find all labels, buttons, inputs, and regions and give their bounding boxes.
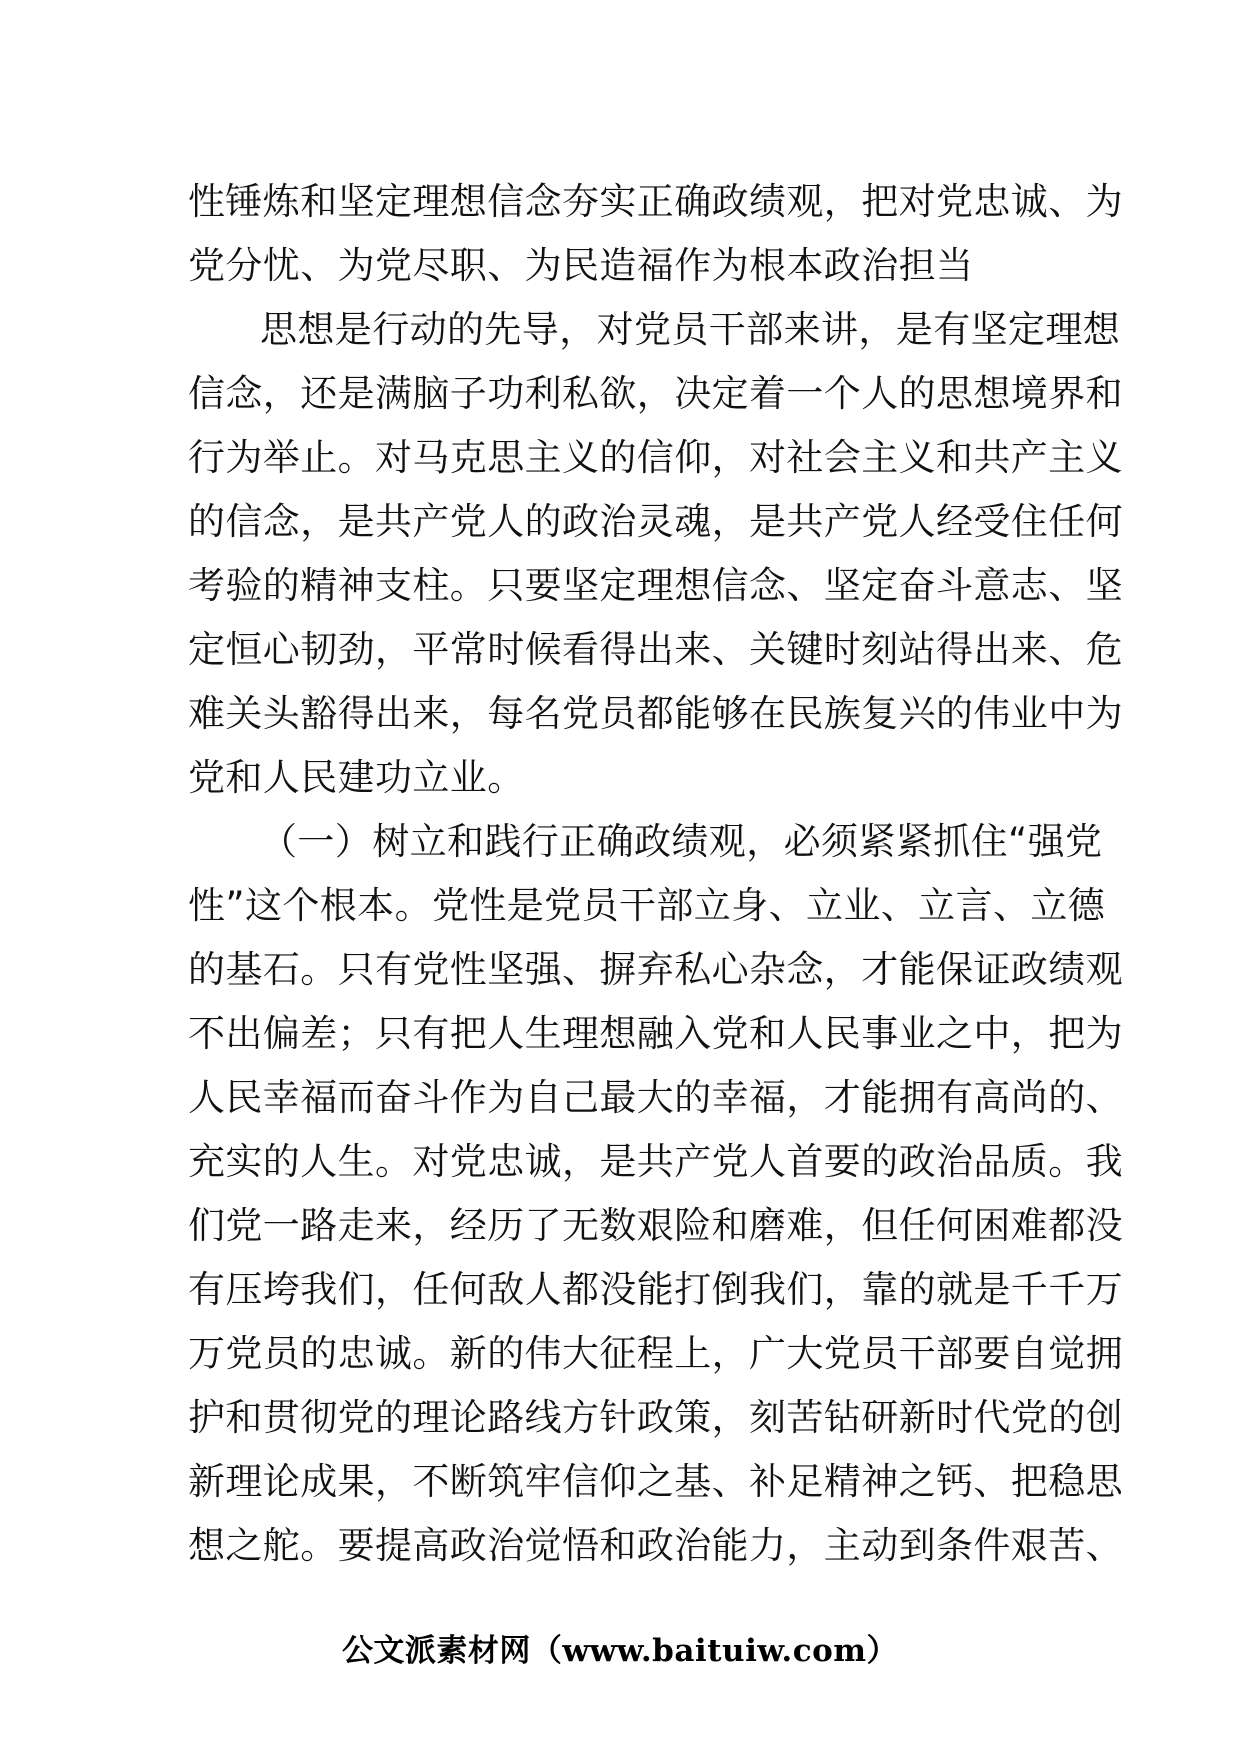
- document-body: [188, 170, 1123, 1578]
- text-line: 考验的精神支柱。只要坚定理想信念、坚定奋斗意志、坚: [188, 564, 1123, 607]
- text-line: 们党一路走来，经历了无数艰险和磨难，但任何困难都没: [188, 1204, 1123, 1247]
- text-line: 定恒心韧劲，平常时候看得出来、关键时刻站得出来、危: [188, 628, 1123, 671]
- text-line: 有压垮我们，任何敌人都没能打倒我们，靠的就是千千万: [188, 1268, 1123, 1311]
- text-line: 充实的人生。对党忠诚，是共产党人首要的政治品质。我: [188, 1140, 1123, 1183]
- paragraph-start-line: 思想是行动的先导，对党员干部来讲，是有坚定理想: [260, 308, 1121, 351]
- section-heading-line: （一）树立和践行正确政绩观，必须紧紧抓住“强党: [260, 820, 1103, 863]
- text-line: 不出偏差；只有把人生理想融入党和人民事业之中，把为: [188, 1012, 1123, 1055]
- text-line: 的基石。只有党性坚强、摒弃私心杂念，才能保证政绩观: [188, 948, 1123, 991]
- text-line: 的信念，是共产党人的政治灵魂，是共产党人经受住任何: [188, 500, 1123, 543]
- text-line: 想之舵。要提高政治觉悟和政治能力，主动到条件艰苦、: [188, 1524, 1123, 1567]
- text-line: 万党员的忠诚。新的伟大征程上，广大党员干部要自觉拥: [188, 1332, 1123, 1375]
- text-line: 行为举止。对马克思主义的信仰，对社会主义和共产主义: [188, 436, 1123, 479]
- footer-watermark: 公文派素材网（www.baituiw.com）: [341, 1633, 899, 1669]
- text-line: 性锤炼和坚定理想信念夯实正确政绩观，把对党忠诚、为: [188, 180, 1123, 223]
- text-line: 新理论成果，不断筑牢信仰之基、补足精神之钙、把稳思: [188, 1460, 1123, 1503]
- text-line: 人民幸福而奋斗作为自己最大的幸福，才能拥有高尚的、: [188, 1076, 1123, 1119]
- text-line: 性”这个根本。党性是党员干部立身、立业、立言、立德: [188, 884, 1106, 927]
- text-line: 护和贯彻党的理论路线方针政策，刻苦钻研新时代党的创: [188, 1396, 1123, 1439]
- text-line: 信念，还是满脑子功利私欲，决定着一个人的思想境界和: [188, 372, 1123, 415]
- text-line: 党和人民建功立业。: [188, 756, 525, 799]
- text-line: 党分忧、为党尽职、为民造福作为根本政治担当: [188, 244, 974, 287]
- text-line: 难关头豁得出来，每名党员都能够在民族复兴的伟业中为: [188, 692, 1123, 735]
